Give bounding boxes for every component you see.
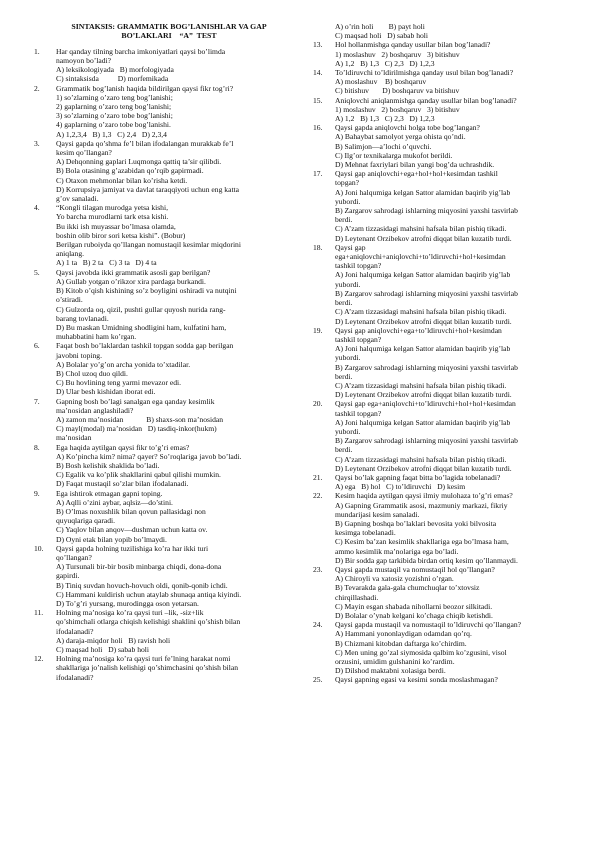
question-line: C) Men uning go’zal siymosida qalbim ko’zgusini, visol <box>335 647 507 657</box>
question-body <box>56 489 304 544</box>
question-body <box>335 243 575 326</box>
question-number: 6. <box>34 341 40 351</box>
question-line: A) Joni halqumiga kelgan Sattor alamidan baqirib yig’lab <box>335 187 511 197</box>
question-line: ammo kesimlik ma’nolariga ega bo’ladi. <box>335 546 459 556</box>
question-number: 24. <box>313 620 323 630</box>
question-line: A) Joni halqumiga kelgan Sattor alamidan baqirib yig’lab <box>335 417 511 427</box>
question-line: D) Faqat mustaqil so’zlar bilan ifodalanadi. <box>56 479 189 489</box>
question-line: A) 1,2 B) 1,3 C) 2,3 D) 1,2,3 <box>335 58 435 68</box>
question-line: B) Chizmani kitobdan daftarga ko’chirdim. <box>335 638 467 648</box>
question-number: 11. <box>34 608 44 618</box>
question-line: Faqat bosh bo’laklardan tashkil topgan sodda gap berilgan <box>56 341 234 351</box>
question-line: 1) so’zlarning o’zaro teng bog’lanishi; <box>56 92 173 102</box>
question-line: g’ov sanaladi. <box>56 194 99 204</box>
question-line: D) Korrupsiya jamiyat va davlat taraqqiyoti uchun eng katta <box>56 184 240 194</box>
question-line: ifodalanadi? <box>56 626 94 636</box>
question-item <box>313 96 575 124</box>
question-line: Qaysi gapning egasi va kesimi sonda moslashmagan? <box>335 675 498 685</box>
question-line: D) Leytenant Orzibekov atrofni diqqat bilan kuzatib turdi. <box>335 463 512 473</box>
question-line: ma’nosidan anglashiladi? <box>56 405 134 415</box>
question-line: A) ega B) hol C) to’ldiruvchi D) kesim <box>335 482 466 492</box>
question-line: C) Kesim ba’zan kesimlik shakllariga ega bo’lmasa ham, <box>335 537 509 547</box>
question-line: tashkil topgan? <box>335 261 382 271</box>
question-line: chirqillashadi. <box>335 592 379 602</box>
question-body <box>335 491 575 565</box>
question-line: tashkil topgan? <box>335 408 382 418</box>
left-column <box>34 22 304 682</box>
question-line: Har qanday tilning barcha imkoniyatlari qaysi bo’limda <box>56 46 226 56</box>
question-line: C) mayl(modal) ma’nosidan D) tasdiq-inkor(hukm) <box>56 424 217 434</box>
question-body <box>56 443 304 489</box>
question-item <box>313 68 575 96</box>
question-line: B) O’lmas noxushlik bilan qovun pallasidagi non <box>56 506 206 516</box>
question-line: shakllariga jo’nalish kelishigi qo’shimchasini qo’shish bilan <box>56 663 239 673</box>
question-body <box>56 84 304 139</box>
question-item <box>313 620 575 675</box>
question-item <box>34 139 304 203</box>
question-line: Qaysi gap <box>335 242 366 252</box>
question-body <box>56 654 304 682</box>
question-line: D) Dilshod maktabni xolasiga berdi. <box>335 666 446 676</box>
question-line: C) sintaksisda D) morfemikada <box>56 74 169 84</box>
page-title <box>34 22 304 41</box>
question-line: C) Otaxon mehmonlar bilan ko’risha ketdi. <box>56 175 188 185</box>
question-line: B) Tevarakda gala-gala chumchuqlar to’xtovsiz <box>335 583 480 593</box>
right-question-list <box>313 40 575 684</box>
question-number: 10. <box>34 543 44 553</box>
question-line: Holning ma’nosiga ko’ra qaysi turi fe’lning harakat nomi <box>56 654 231 664</box>
question-number: 13. <box>313 40 323 50</box>
question-line: Qaysi bo’lak gapning faqat bitta bo’lagida tobelanadi? <box>335 472 501 482</box>
question-number: 17. <box>313 169 323 179</box>
question-body <box>335 326 575 400</box>
question-line: C) Gulzorda oq, qizil, pushti gullar quyosh nurida rang- <box>56 304 226 314</box>
question-item <box>313 491 575 565</box>
question-line: yubordi. <box>335 426 361 436</box>
question-line: tashkil topgan? <box>335 334 382 344</box>
question-line: D) Bir sodda gap tarkibida birdan ortiq kesim qo’llanmaydi. <box>335 555 518 565</box>
question-12-option-line: C) maqsad holi D) sabab holi <box>335 31 429 41</box>
question-number: 3. <box>34 138 40 148</box>
question-line: B) Zargarov sahrodagi ishlarning miqyosini yaxshi tasvirlab <box>335 288 518 298</box>
question-line: A) moslashuv B) boshqaruv <box>335 77 427 87</box>
question-item <box>313 123 575 169</box>
question-line: topgan? <box>335 178 360 188</box>
question-line: ega+aniqlovchi+aniqlovchi+to’ldiruvchi+hol+kesimdan <box>335 252 506 262</box>
question-line: barang tovlanadi. <box>56 313 109 323</box>
question-line: D) Bolalar o’ynab kelgani ko’chaga chiqib ketishdi. <box>335 611 493 620</box>
question-number: 9. <box>34 488 40 498</box>
question-line: Qaysi gapda holning tuzilishiga ko’ra har ikki turi <box>56 543 209 553</box>
question-line: 2) gaplarning o’zaro teng bog’lanishi; <box>56 102 172 112</box>
question-number: 12. <box>34 654 44 664</box>
question-body <box>335 675 575 684</box>
question-line: A) daraja-miqdor holi B) ravish holi <box>56 635 171 645</box>
question-number: 16. <box>313 123 323 133</box>
question-line: C) Mayin esgan shabada nihollarni beozor silkitadi. <box>335 601 493 611</box>
question-line: boshin olib biror sori ketsa kishi”. (Bobur) <box>56 230 186 240</box>
question-line: Berilgan rubоiyda qo’llangan nomustaqil kesimlar miqdorini <box>56 240 241 250</box>
question-number: 7. <box>34 396 40 406</box>
question-line: mundarijasi kesim sanaladi. <box>335 509 420 519</box>
question-body <box>56 608 304 654</box>
question-line: B) Chol uzoq duo qildi. <box>56 368 128 378</box>
question-line: A) Hammani yononlaydigan odamdan qo’rq. <box>335 629 472 639</box>
question-body <box>56 341 304 396</box>
question-number: 25. <box>313 675 323 685</box>
question-line: Holning ma’nosiga ko’ra qaysi turi –lik, -siz+lik <box>56 608 204 618</box>
question-line: B) Tiniq suvdan hovuch-hovuch oldi, qonib-qonib ichdi. <box>56 580 228 590</box>
question-line: D) To’g’ri yursang, murodingga oson yetarsan. <box>56 599 199 608</box>
question-line: 1) moslashuv 2) boshqaruv 3) bitishuv <box>335 49 460 59</box>
question-line: B) Zargarov sahrodagi ishlarning miqyosini yaxshi tasvirlab <box>335 436 518 446</box>
question-line: javobni toping. <box>56 350 102 360</box>
question-line: 4) gaplarning o’zaro tobe bog’lanishi. <box>56 120 171 130</box>
question-line: D) Leytenant Orzibekov atrofni diqqat bilan kuzatib turdi. <box>335 233 512 243</box>
question-line: A) Joni halqumiga kelgan Sattor alamidan baqirib yig’lab <box>335 270 511 280</box>
question-line: D) Leytenant Orzibekov atrofni diqqat bilan kuzatib turdi. <box>335 316 512 326</box>
question-line: C) A’zam tizzasidagi mahsini hafsala bilan pishiq tikadi. <box>335 454 507 464</box>
question-item <box>313 473 575 491</box>
question-line: B) Gapning boshqa bo’laklari bevosita yoki bilvosita <box>335 518 497 528</box>
question-line: ma’nosidan <box>56 433 92 443</box>
question-number: 23. <box>313 564 323 574</box>
question-item <box>34 47 304 84</box>
question-line: ifodalanadi? <box>56 672 94 682</box>
question-line: C) Egalik va ko’plik shakllarini qabul qilishi mumkin. <box>56 470 221 480</box>
question-item <box>34 608 304 654</box>
question-line: kesim qo’llangan? <box>56 148 112 158</box>
question-line: C) Ilg’or texnikalarga mukofot berildi. <box>335 150 453 160</box>
question-line: A) Joni halqumiga kelgan Sattor alamidan baqirib yig’lab <box>335 344 511 354</box>
question-number: 1. <box>34 46 40 56</box>
question-12-continuation <box>313 22 575 40</box>
question-line: A) Ko’pincha kim? nima? qayer? So’roqlariga javob bo’ladi. <box>56 451 242 461</box>
question-line: Aniqlovchi aniqlanmishga qanday usullar bilan bog’lanadi? <box>335 95 517 105</box>
question-line: Grammatik bog’lanish haqida bildirilgan qaysi fikr tog’ri? <box>56 83 234 93</box>
question-body <box>56 47 304 84</box>
question-body <box>335 68 575 96</box>
question-item <box>313 326 575 400</box>
question-line: D) Mehnat faxriylari bilan yangi bog’da uchrashdik. <box>335 160 495 170</box>
question-item <box>34 443 304 489</box>
question-item <box>34 341 304 396</box>
question-line: A) 1,2,3,4 B) 1,3 C) 2,4 D) 2,3,4 <box>56 129 167 139</box>
question-line: Qaysi gapda aniqlovchi holga tobe bog’langan? <box>335 123 480 133</box>
question-body <box>335 620 575 675</box>
question-item <box>313 243 575 326</box>
question-line: muhabbatini ham ko’rgan. <box>56 332 137 342</box>
question-line: 3) so’zlarning o’zaro tobe bog’lanishi; <box>56 111 173 121</box>
question-body <box>335 565 575 620</box>
question-line: Hol hollanmishga qanday usullar bilan bog’lanadi? <box>335 40 491 50</box>
question-line: A) Tursunali bir-bir bosib minbarga chiqdi, dona-dona <box>56 562 222 572</box>
question-number: 21. <box>313 472 323 482</box>
question-body <box>335 96 575 124</box>
question-line: C) A’zam tizzasidagi mahsini hafsala bilan pishiq tikadi. <box>335 307 507 317</box>
question-line: yubordi. <box>335 353 361 363</box>
question-line: yubordi. <box>335 279 361 289</box>
left-question-list <box>34 47 304 682</box>
question-line: yubordi. <box>335 196 361 206</box>
question-item <box>313 169 575 243</box>
question-body <box>56 397 304 443</box>
question-body <box>56 268 304 342</box>
question-line: D) Oyni etak bilan yopib bo’lmaydi. <box>56 534 167 544</box>
question-line: C) bitishuv D) boshqaruv va bitishuv <box>335 86 460 96</box>
question-line: qo’shimchali otlarga chiqish kelishigi shaklini qo’shish bilan <box>56 617 241 627</box>
question-line: Gapning bosh bo’lagi sanalgan ega qanday kesimlik <box>56 396 215 406</box>
question-item <box>34 203 304 267</box>
question-line: A) Bolalar yo’g’on archa yonida to’xtadilar. <box>56 359 191 369</box>
question-item <box>313 399 575 473</box>
question-line: qo’llangan? <box>56 552 92 562</box>
question-line: To’ldiruvchi to’ldirilmishga qanday usul bilan bog’lanadi? <box>335 68 514 78</box>
question-number: 4. <box>34 203 40 213</box>
question-line: berdi. <box>335 445 353 455</box>
question-item <box>34 268 304 342</box>
question-item <box>313 565 575 620</box>
question-number: 20. <box>313 399 323 409</box>
question-line: berdi. <box>335 371 353 381</box>
question-body <box>56 203 304 267</box>
question-line: “Kongli tilagan murodga yetsa kishi, <box>56 203 168 213</box>
question-line: C) maqsad holi D) sabab holi <box>56 645 150 655</box>
question-line: Qaysi gapda mustaqil va nomustaqil to’ldiruvchi qo’llangan? <box>335 620 522 630</box>
question-body <box>335 123 575 169</box>
question-item <box>34 489 304 544</box>
question-line: A) Gullab yotgan o’rikzor xira pardaga burkandi. <box>56 276 206 286</box>
question-line: D) Ular besh kishidan iborat edi. <box>56 387 156 397</box>
question-line: orzusini, umidim gulshanini ko’rardim. <box>335 657 455 667</box>
question-line: Qaysi gapda qo’shma fe’l bilan ifodalangan murakkab fe’l <box>56 138 234 148</box>
question-body <box>56 139 304 203</box>
question-number: 22. <box>313 491 323 501</box>
question-line: C) Bu hovlining teng yarmi mevazor edi. <box>56 378 182 388</box>
question-line: Qaysi gap aniqlovchi+ega+hol+hol+kesimdan tashkil <box>335 169 498 179</box>
question-item <box>313 40 575 68</box>
question-line: A) Gapning Grammatik asosi, mazmuniy markazi, fikriy <box>335 500 508 510</box>
question-line: C) Yaqlov bilan anqov—dushman uchun katta ov. <box>56 525 208 535</box>
question-number: 19. <box>313 325 323 335</box>
question-item <box>313 675 575 684</box>
question-number: 15. <box>313 95 323 105</box>
question-line: A) Dehqonning gaplari Luqmonga qattiq ta’sir qilibdi. <box>56 157 222 167</box>
question-12-option-line: A) o’rin holi B) payt holi <box>335 22 425 31</box>
question-line: Qaysi gap ega+aniqlovchi+to’ldiruvchi+hol+hol+kesimdan <box>335 399 516 409</box>
question-line: kesimga tobelanadi. <box>335 528 396 538</box>
question-line: aniqlang. <box>56 249 85 259</box>
title-line-1: SINTAKSIS: GRAMMATIK BOG’LANISHLAR VA GAP <box>71 22 267 31</box>
question-line: B) Zargarov sahrodagi ishlarning miqyosini yaxshi tasvirlab <box>335 362 518 372</box>
question-line: A) Chiroyli va xatosiz yozishni o’rgan. <box>335 574 454 584</box>
question-line: B) Salimjon—a’lochi o’quvchi. <box>335 141 432 151</box>
question-body <box>56 544 304 608</box>
question-line: Ega ishtirok etmagan gapni toping. <box>56 488 163 498</box>
question-item <box>34 397 304 443</box>
question-number: 8. <box>34 442 40 452</box>
question-line: A) Bahaybat samolyot yerga ohista qo’ndi. <box>335 132 466 142</box>
question-item <box>34 544 304 608</box>
question-item <box>34 654 304 682</box>
question-body <box>335 399 575 473</box>
question-line: A) leksikologiyada B) morfologiyada <box>56 65 174 75</box>
question-line: Qaysi gap aniqlovchi+ega+to’ldiruvchi+hol+kesimdan <box>335 325 502 335</box>
question-line: D) Bu maskan Umidning shodligini ham, kulfatini ham, <box>56 322 227 332</box>
question-line: Yo barcha murodlarni tark etsa kishi. <box>56 212 169 222</box>
question-line: C) A’zam tizzasidagi mahsini hafsala bilan pishiq tikadi. <box>335 224 507 234</box>
question-body <box>335 169 575 243</box>
question-line: C) A’zam tizzasidagi mahsini hafsala bilan pishiq tikadi. <box>335 380 507 390</box>
question-line: namoyon bo’ladi? <box>56 56 112 66</box>
title-line-2: BO’LAKLARI “A” TEST <box>121 31 217 41</box>
question-line: Qaysi gapda mustaqil va nomustaqil hol qo’llangan? <box>335 564 495 574</box>
question-line: 1) moslashuv 2) boshqaruv 3) bitishuv <box>335 104 460 114</box>
question-line: Kesim haqida aytilgan qaysi ilmiy mulohaza to’g’ri emas? <box>335 491 513 501</box>
question-line: B) Bola otasining g’azabidan qo’rqib gapirmadi. <box>56 166 204 176</box>
question-line: Bu ikki ish muyassar bo’lmasa olamda, <box>56 221 176 231</box>
question-number: 5. <box>34 267 40 277</box>
question-line: quyuqlariga qaradi. <box>56 516 116 526</box>
question-number: 2. <box>34 83 40 93</box>
question-body <box>335 473 575 491</box>
question-body <box>335 40 575 68</box>
question-line: C) Hammani kuldirish uchun ataylab shunaqa antiqa kiyindi. <box>56 589 242 599</box>
question-line: Qaysi javobda ikki grammatik asosli gap berilgan? <box>56 267 211 277</box>
question-line: A) zamon ma’nosidan B) shaxs-son ma’nosidan <box>56 414 224 424</box>
question-line: Ega haqida aytilgan qaysi fikr to’g’ri emas? <box>56 442 190 452</box>
question-line: B) Bosh kelishik shaklida bo’ladi. <box>56 460 160 470</box>
question-number: 14. <box>313 68 323 78</box>
question-line: D) Leytenant Orzibekov atrofni diqqat bilan kuzatib turdi. <box>335 390 512 400</box>
question-number: 18. <box>313 242 323 252</box>
question-line: A) 1 ta B) 2 ta C) 3 ta D) 4 ta <box>56 258 157 268</box>
question-line: B) Zargarov sahrodagi ishlarning miqyosini yaxshi tasvirlab <box>335 206 518 216</box>
question-line: A) 1,2 B) 1,3 C) 2,3 D) 1,2,3 <box>335 114 435 124</box>
question-line: gapirdi. <box>56 571 80 581</box>
question-line: berdi. <box>335 298 353 308</box>
question-item <box>34 84 304 139</box>
question-line: B) Kitob o’qish kishining so’z boyligini oshiradi va nutqini <box>56 286 237 296</box>
question-line: o’stiradi. <box>56 295 83 305</box>
question-line: berdi. <box>335 215 353 225</box>
question-line: A) Aqlli o’zini aybar, aqlsiz—do’stini. <box>56 497 173 507</box>
right-column <box>313 22 575 685</box>
